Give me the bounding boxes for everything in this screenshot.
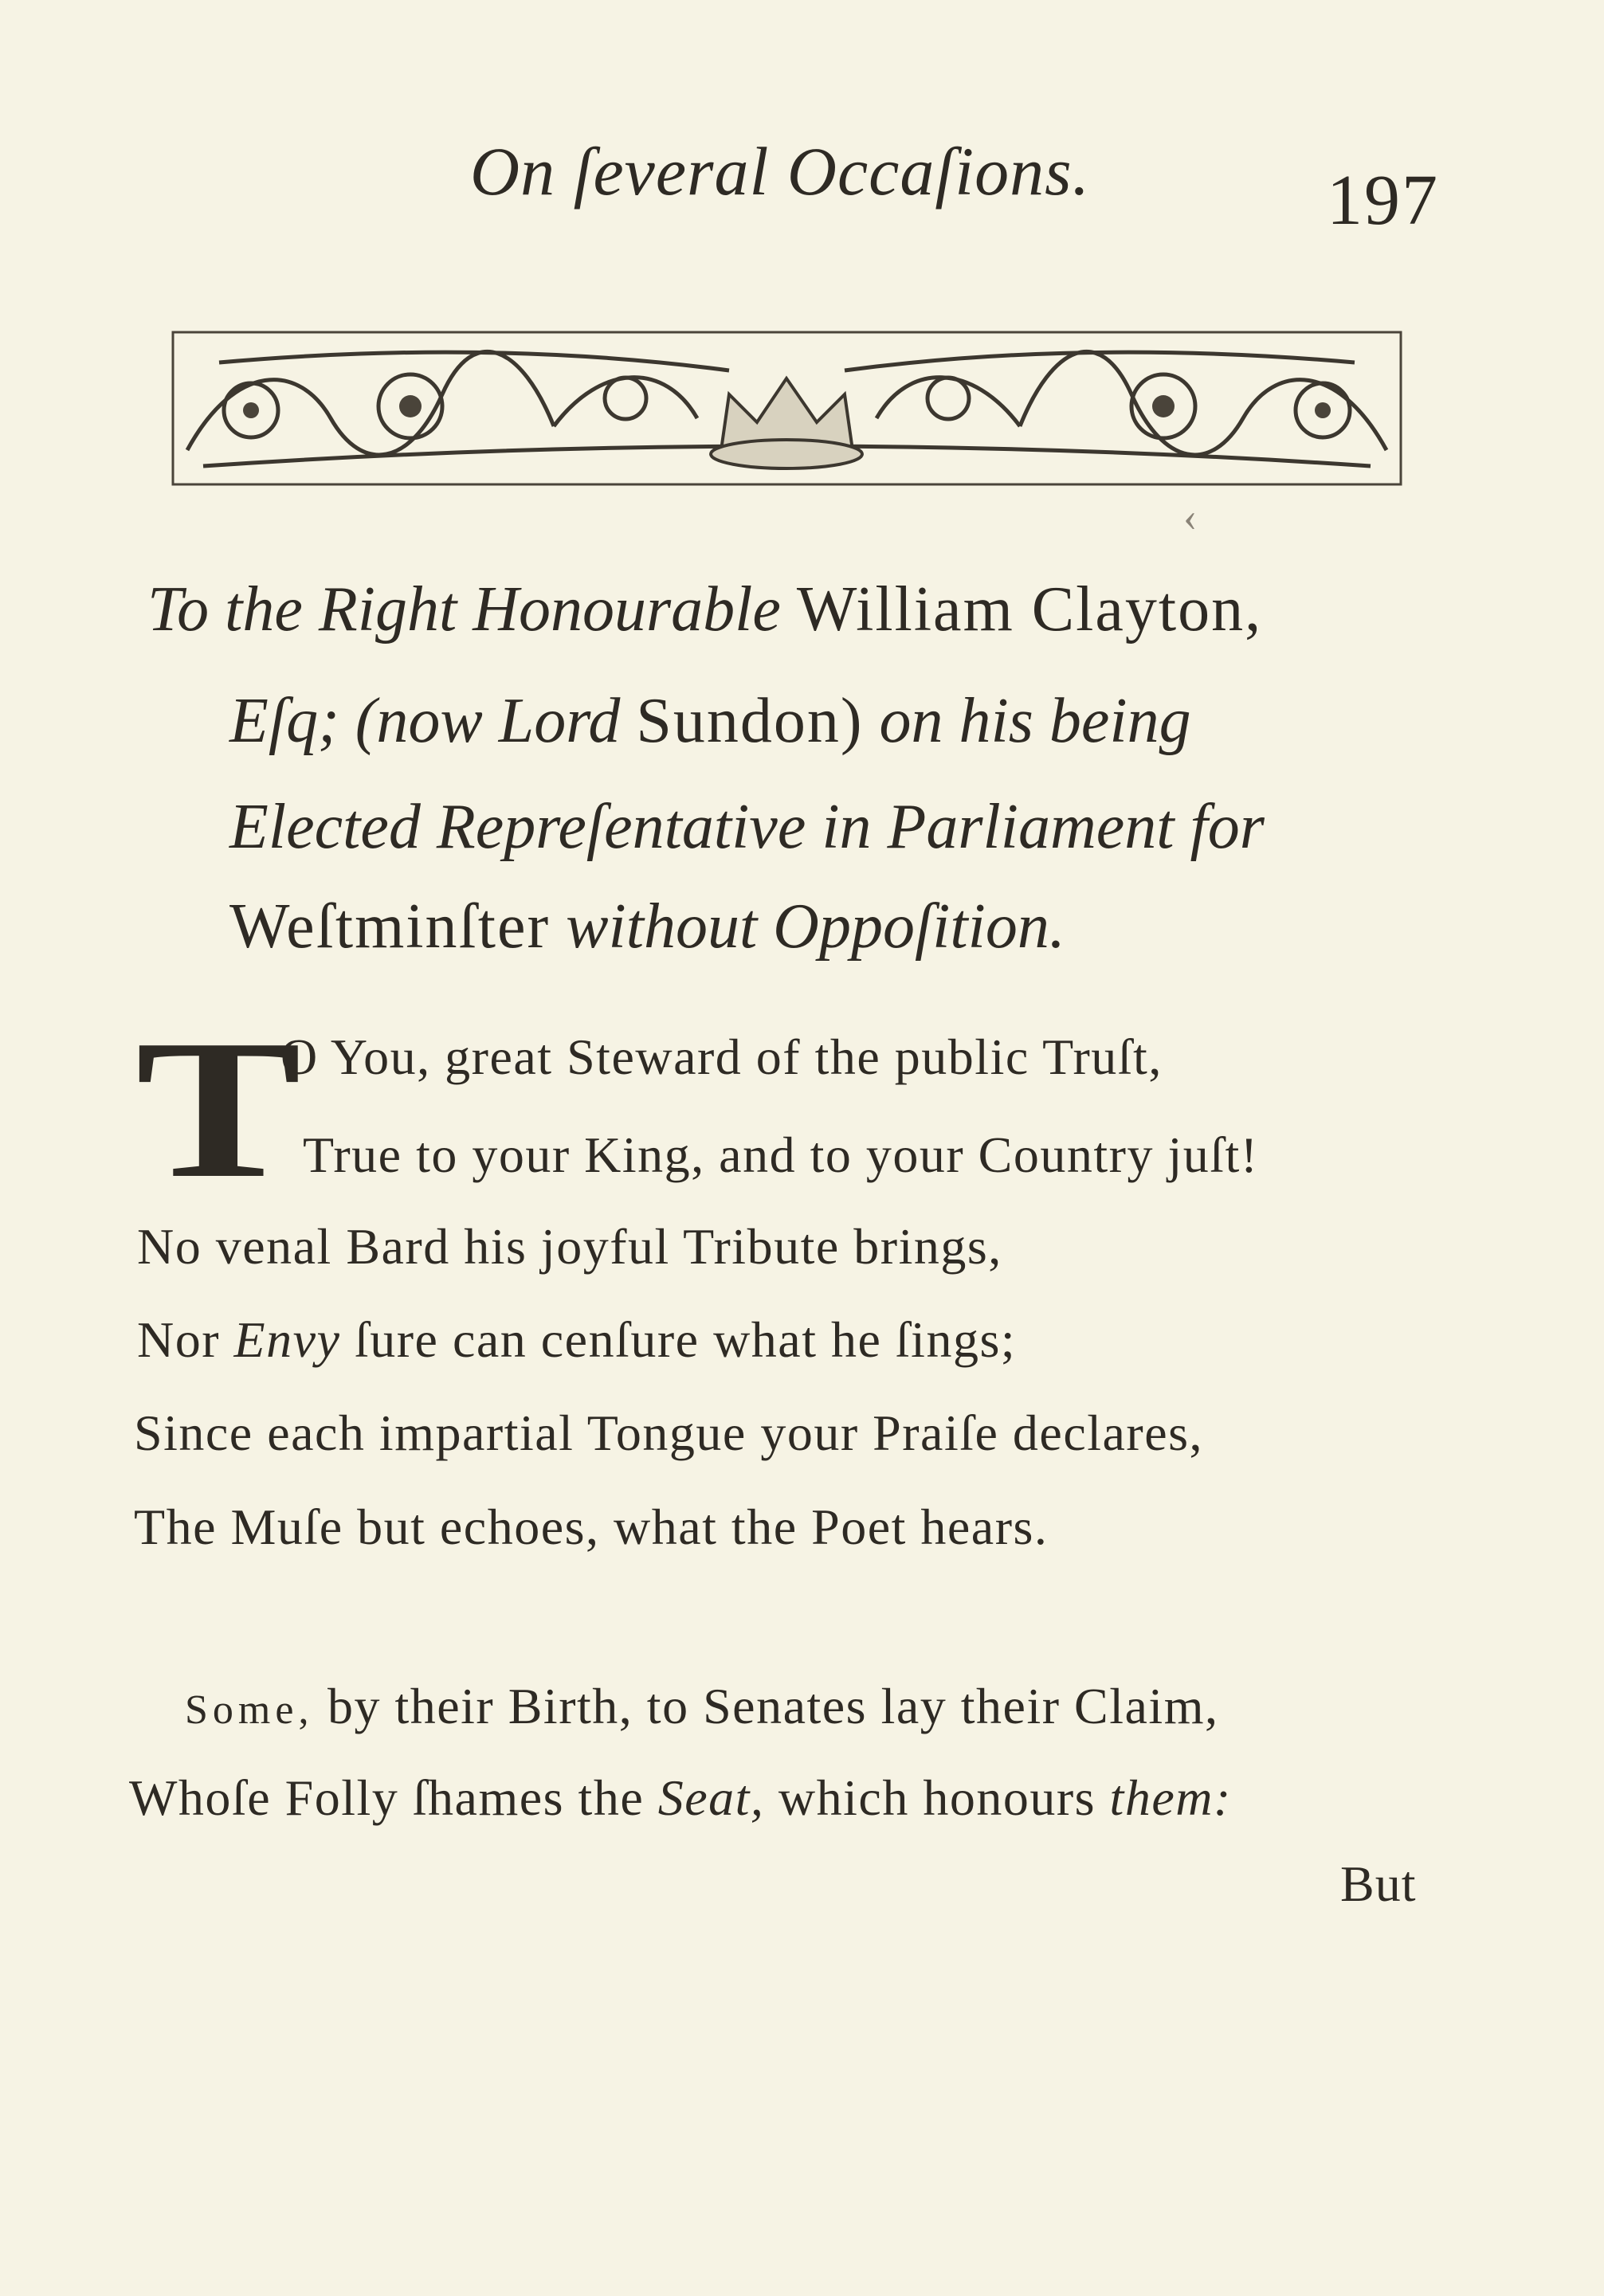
title-italic-text: without Oppoſition. xyxy=(566,891,1065,962)
verse-line: The Muſe but echoes, what the Poet hears. xyxy=(134,1499,1049,1555)
decorative-headpiece-icon xyxy=(171,331,1402,486)
title-line xyxy=(229,891,1065,963)
verse-italic-text: them: xyxy=(1109,1769,1232,1826)
stray-mark: ‹ xyxy=(1183,495,1198,540)
verse-italic-text: Envy xyxy=(233,1311,341,1368)
drop-cap: T xyxy=(135,999,302,1220)
title-roman-text: William Clayton, xyxy=(796,574,1263,645)
verse-text: by their Birth, to Senates lay their Claim, xyxy=(327,1678,1219,1734)
verse-line xyxy=(129,1769,1232,1828)
catchword: But xyxy=(1340,1855,1417,1912)
verse-line: True to your King, and to your Country juſt! xyxy=(303,1126,1259,1183)
title-italic-text: (now Lord xyxy=(355,686,621,756)
verse-line: No venal Bard his joyful Tribute brings, xyxy=(137,1218,1002,1275)
title-line xyxy=(229,685,1191,758)
verse-text: Whoſe Folly ſhames the xyxy=(129,1769,645,1826)
verse-line xyxy=(185,1677,1218,1736)
title-italic-text: Eſq; xyxy=(229,686,339,756)
verse-line: Since each impartial Tongue your Praiſe declares, xyxy=(134,1405,1204,1461)
title-italic-text: on his being xyxy=(879,686,1191,756)
page-number: 197 xyxy=(1327,161,1439,240)
verse-text: ſure can cenſure what he ſings; xyxy=(354,1311,1017,1368)
small-caps-word: Some, xyxy=(185,1687,314,1733)
verse-line xyxy=(137,1311,1016,1369)
verse-italic-text: Seat, xyxy=(657,1769,765,1826)
title-line xyxy=(147,574,1262,646)
title-italic-text: To the Right Honourable xyxy=(147,574,781,645)
verse-text: which honours xyxy=(778,1769,1096,1826)
title-line: Elected Repreſentative in Parliament for xyxy=(229,792,1265,862)
verse-text: Nor xyxy=(137,1311,221,1368)
running-title: On ſeveral Occaſions. xyxy=(470,133,1091,210)
verse-line: O You, great Steward of the public Truſt, xyxy=(280,1028,1163,1085)
title-roman-text: Weſtminſter xyxy=(229,891,551,962)
title-roman-text: Sundon) xyxy=(636,686,864,756)
